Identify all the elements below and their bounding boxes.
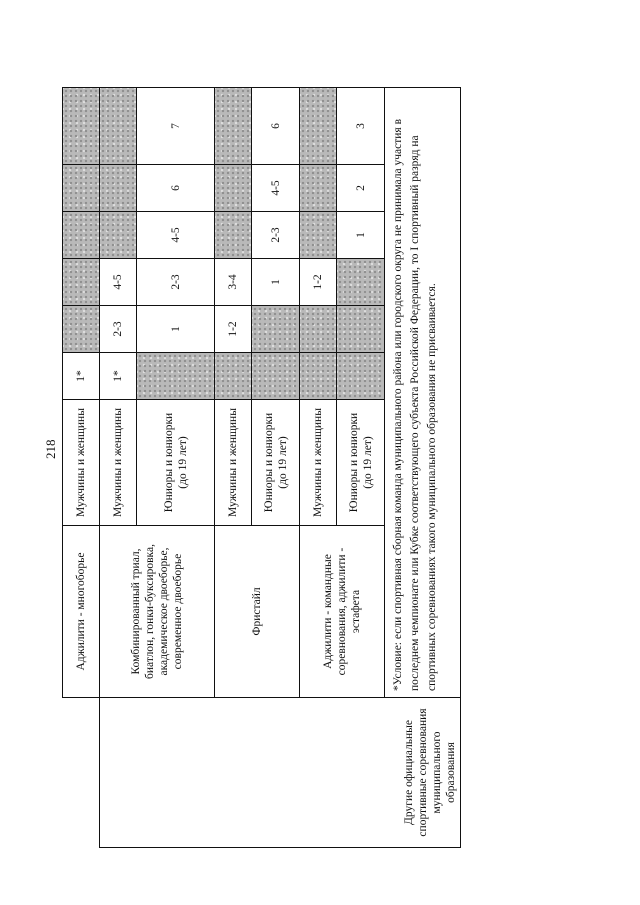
rank-cell-na [300, 88, 337, 165]
rank-cell: 1 [137, 306, 215, 353]
rank-cell: 2-3 [100, 306, 137, 353]
rank-cell-na [63, 306, 100, 353]
rank-cell-na [252, 306, 300, 353]
rank-cell-na [300, 165, 337, 212]
rank-table-container [62, 88, 460, 848]
rank-cell-na [215, 88, 252, 165]
rank-cell-na [215, 212, 252, 259]
rank-cell-na [100, 165, 137, 212]
rank-cell-na [215, 165, 252, 212]
rank-cell-na [63, 88, 100, 165]
rank-cell: 3-4 [215, 259, 252, 306]
rank-cell-na [63, 165, 100, 212]
rank-cell-na [215, 353, 252, 400]
rank-cell: 1 [337, 212, 385, 259]
rank-cell-na [63, 259, 100, 306]
rank-cell: 1-2 [300, 259, 337, 306]
footnote: *Условие: если спортивная сборная команда муниципального района или городского округа не принимала участия в последнем чемпионате или Кубке соответствующего субъекта Российской Федерации, то I спортивный разряд на спортивных соревнованиях такого муниципального образования не присваивается. [385, 88, 461, 698]
rank-cell: 1-2 [215, 306, 252, 353]
rank-cell: 2-3 [137, 259, 215, 306]
rank-cell: 2 [337, 165, 385, 212]
rank-cell: 6 [252, 88, 300, 165]
rank-cell-na [300, 353, 337, 400]
rank-cell: 1 [252, 259, 300, 306]
rank-cell: 3 [337, 88, 385, 165]
rank-cell-na [337, 306, 385, 353]
discipline-cell: Комбинированный триал, биатлон, гонки-буксировка, академическое двоеборье, современное двоеборье [100, 526, 215, 698]
discipline-cell: Фристайл [215, 526, 300, 698]
rank-cell: 4-5 [137, 212, 215, 259]
table-row [63, 88, 100, 848]
page-number: 218 [43, 439, 58, 459]
section-label-top [63, 698, 100, 848]
rank-cell: 1* [63, 353, 100, 400]
group-cell: Мужчины и женщины [100, 400, 137, 526]
group-cell: Мужчины и женщины [300, 400, 337, 526]
rank-cell-na [63, 212, 100, 259]
group-cell: Юниоры и юниорки (до 19 лет) [137, 400, 215, 526]
rank-cell: 6 [137, 165, 215, 212]
discipline-cell: Аджилити - многоборье [63, 526, 100, 698]
group-cell: Юниоры и юниорки (до 19 лет) [252, 400, 300, 526]
rank-cell-na [300, 212, 337, 259]
rank-table [62, 87, 461, 848]
rank-cell-na [300, 306, 337, 353]
rank-cell-na [137, 353, 215, 400]
rank-cell-na [252, 353, 300, 400]
rank-cell-na [337, 353, 385, 400]
rank-cell: 4-5 [100, 259, 137, 306]
group-cell: Мужчины и женщины [63, 400, 100, 526]
rank-cell-na [100, 88, 137, 165]
group-cell: Мужчины и женщины [215, 400, 252, 526]
rank-cell-na [337, 259, 385, 306]
discipline-cell: Аджилити - командные соревнования, аджилити - эстафета [300, 526, 385, 698]
group-cell: Юниоры и юниорки (до 19 лет) [337, 400, 385, 526]
table-row [100, 88, 137, 848]
section-label: Другие официальные спортивные соревнования муниципального образования [100, 698, 461, 848]
rank-cell: 4-5 [252, 165, 300, 212]
rank-cell: 2-3 [252, 212, 300, 259]
rank-cell: 7 [137, 88, 215, 165]
rank-cell-na [100, 212, 137, 259]
rank-cell: 1* [100, 353, 137, 400]
